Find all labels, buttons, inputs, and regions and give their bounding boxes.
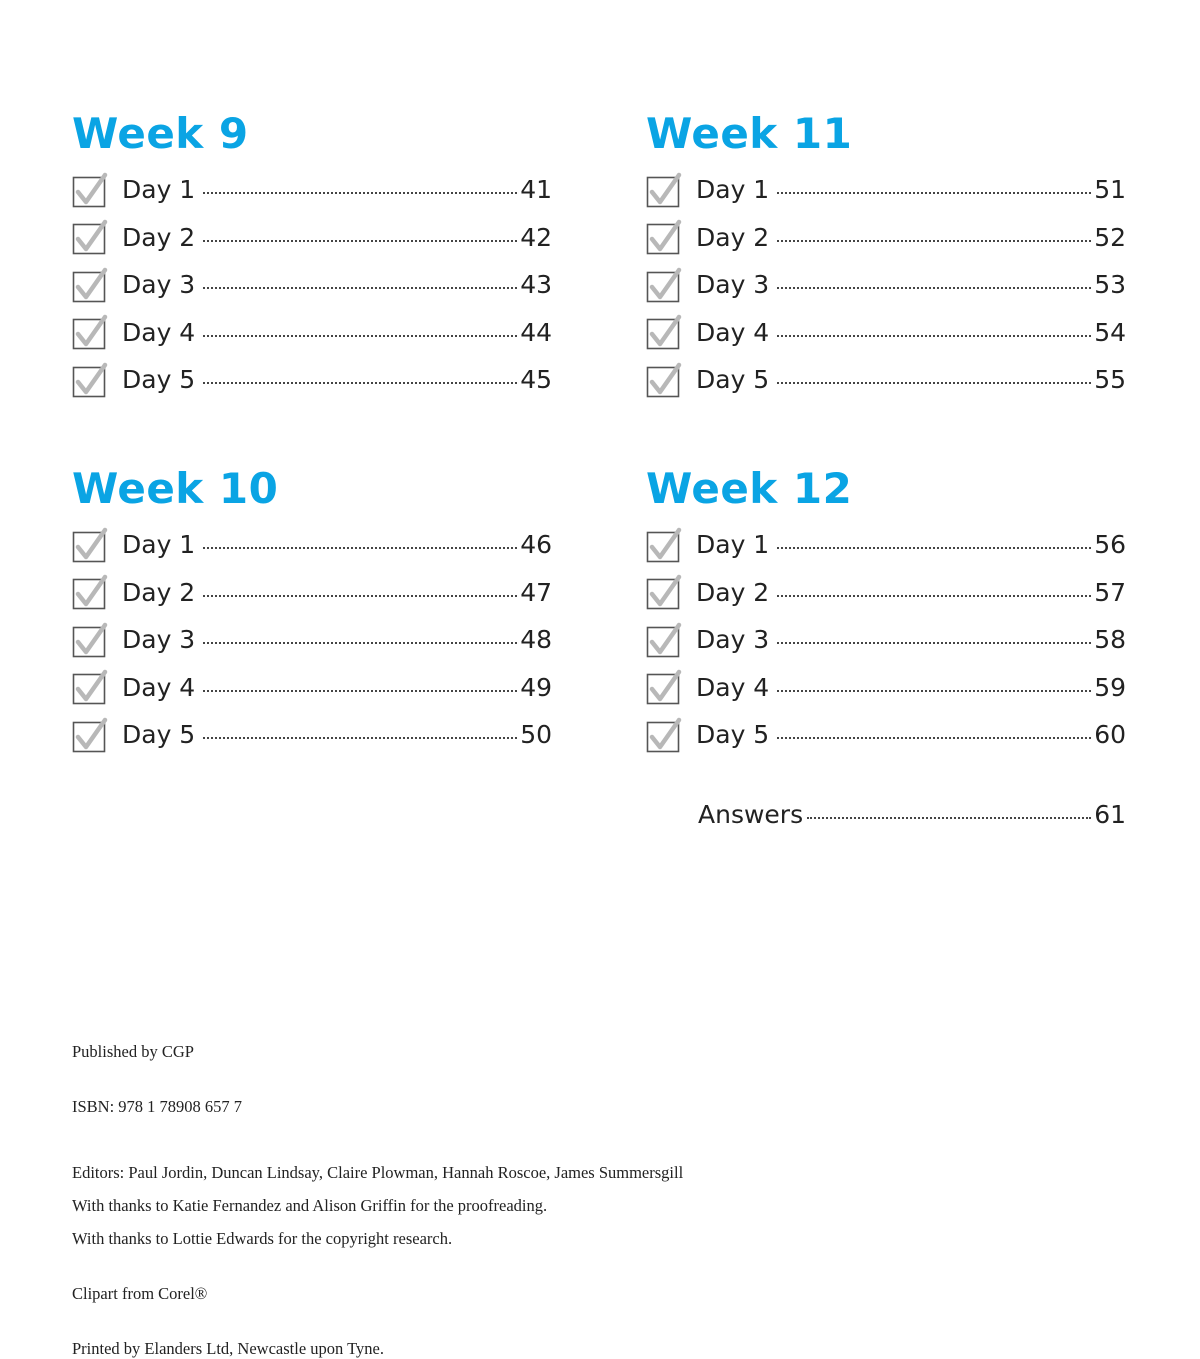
checked-box-icon[interactable] xyxy=(646,362,682,398)
checked-box-icon[interactable] xyxy=(646,622,682,658)
day-label: Day 1 xyxy=(122,175,196,205)
dot-leader xyxy=(777,547,1091,549)
day-row[interactable] xyxy=(72,616,552,664)
day-row[interactable] xyxy=(646,356,1126,404)
week-title: Week 9 xyxy=(72,109,249,158)
checked-box-icon[interactable] xyxy=(646,219,682,255)
day-row[interactable] xyxy=(72,664,552,712)
checked-box-icon[interactable] xyxy=(72,574,108,610)
day-row[interactable] xyxy=(646,616,1126,664)
dot-leader xyxy=(203,595,517,597)
dot-leader xyxy=(777,335,1091,337)
week-10-section xyxy=(72,463,552,759)
day-label: Day 5 xyxy=(122,720,196,750)
page-number: 60 xyxy=(1094,720,1126,750)
day-row[interactable] xyxy=(72,261,552,309)
day-row[interactable] xyxy=(646,664,1126,712)
day-label: Day 4 xyxy=(696,317,770,347)
page-number: 53 xyxy=(1094,270,1126,300)
page-number: 51 xyxy=(1094,175,1126,205)
day-label: Day 3 xyxy=(696,270,770,300)
page-number: 52 xyxy=(1094,222,1126,252)
page-number: 48 xyxy=(520,625,552,655)
day-label: Day 2 xyxy=(696,222,770,252)
dot-leader xyxy=(203,240,517,242)
answers-entry[interactable] xyxy=(698,800,1126,844)
day-label: Day 1 xyxy=(696,530,770,560)
dot-leader xyxy=(777,287,1091,289)
day-row[interactable] xyxy=(72,521,552,569)
page-number: 55 xyxy=(1094,365,1126,395)
day-row[interactable] xyxy=(646,261,1126,309)
proofreading-credit: With thanks to Katie Fernandez and Alison Griffin for the proofreading. xyxy=(72,1196,548,1215)
week-11-section xyxy=(646,108,1126,404)
day-label: Day 1 xyxy=(696,175,770,205)
week-title: Week 10 xyxy=(72,464,279,513)
page-number: 54 xyxy=(1094,317,1126,347)
page-number: 56 xyxy=(1094,530,1126,560)
day-label: Day 5 xyxy=(696,365,770,395)
day-row[interactable] xyxy=(646,711,1126,759)
page-number: 49 xyxy=(520,672,552,702)
clipart-credit: Clipart from Corel® xyxy=(72,1284,208,1303)
dot-leader xyxy=(203,382,517,384)
day-label: Day 4 xyxy=(696,672,770,702)
dot-leader xyxy=(203,335,517,337)
copyright-credit: With thanks to Lottie Edwards for the copyright research. xyxy=(72,1229,453,1248)
page-number: 59 xyxy=(1094,672,1126,702)
dot-leader xyxy=(203,192,517,194)
checked-box-icon[interactable] xyxy=(72,622,108,658)
dot-leader xyxy=(777,642,1091,644)
day-row[interactable] xyxy=(72,214,552,262)
day-row[interactable] xyxy=(646,166,1126,214)
checked-box-icon[interactable] xyxy=(646,172,682,208)
dot-leader xyxy=(203,642,517,644)
page-number: 58 xyxy=(1094,625,1126,655)
isbn-line: ISBN: 978 1 78908 657 7 xyxy=(72,1097,243,1116)
day-label: Day 1 xyxy=(122,530,196,560)
checked-box-icon[interactable] xyxy=(646,314,682,350)
checked-box-icon[interactable] xyxy=(72,267,108,303)
day-row[interactable] xyxy=(646,214,1126,262)
day-row[interactable] xyxy=(646,569,1126,617)
day-label: Day 5 xyxy=(122,365,196,395)
day-label: Day 3 xyxy=(122,270,196,300)
day-label: Day 2 xyxy=(696,577,770,607)
day-row[interactable] xyxy=(646,521,1126,569)
day-label: Day 3 xyxy=(122,625,196,655)
checked-box-icon[interactable] xyxy=(72,717,108,753)
page-number: 41 xyxy=(520,175,552,205)
dot-leader xyxy=(777,737,1091,739)
dot-leader xyxy=(777,690,1091,692)
day-row[interactable] xyxy=(72,569,552,617)
day-row[interactable] xyxy=(72,356,552,404)
page-number: 43 xyxy=(520,270,552,300)
checked-box-icon[interactable] xyxy=(72,362,108,398)
day-label: Day 3 xyxy=(696,625,770,655)
checked-box-icon[interactable] xyxy=(72,219,108,255)
checked-box-icon[interactable] xyxy=(72,527,108,563)
checked-box-icon[interactable] xyxy=(646,527,682,563)
day-label: Day 2 xyxy=(122,577,196,607)
page-number: 44 xyxy=(520,317,552,347)
dot-leader xyxy=(203,287,517,289)
dot-leader xyxy=(777,382,1091,384)
checked-box-icon[interactable] xyxy=(72,314,108,350)
page-number: 47 xyxy=(520,577,552,607)
page-number: 46 xyxy=(520,530,552,560)
day-label: Day 4 xyxy=(122,672,196,702)
dot-leader xyxy=(203,690,517,692)
day-label: Day 2 xyxy=(122,222,196,252)
week-9-section xyxy=(72,108,552,404)
answers-label: Answers xyxy=(698,800,804,829)
answers-page-number: 61 xyxy=(1094,800,1126,829)
week-title: Week 12 xyxy=(646,464,853,513)
day-row[interactable] xyxy=(646,309,1126,357)
dot-leader xyxy=(777,240,1091,242)
checked-box-icon[interactable] xyxy=(646,267,682,303)
page-number: 42 xyxy=(520,222,552,252)
checked-box-icon[interactable] xyxy=(646,574,682,610)
day-label: Day 4 xyxy=(122,317,196,347)
day-row[interactable] xyxy=(72,166,552,214)
page-number: 50 xyxy=(520,720,552,750)
day-label: Day 5 xyxy=(696,720,770,750)
checked-box-icon[interactable] xyxy=(646,669,682,705)
editors-line: Editors: Paul Jordin, Duncan Lindsay, Claire Plowman, Hannah Roscoe, James Summersgill xyxy=(72,1163,684,1182)
checked-box-icon[interactable] xyxy=(72,669,108,705)
checked-box-icon[interactable] xyxy=(646,717,682,753)
dot-leader xyxy=(777,192,1091,194)
dot-leader xyxy=(203,547,517,549)
dot-leader xyxy=(777,595,1091,597)
day-row[interactable] xyxy=(72,309,552,357)
week-title: Week 11 xyxy=(646,109,853,158)
dot-leader xyxy=(807,817,1091,819)
page-number: 45 xyxy=(520,365,552,395)
printer-line: Printed by Elanders Ltd, Newcastle upon Tyne. xyxy=(72,1339,384,1358)
page-number: 57 xyxy=(1094,577,1126,607)
publisher-line: Published by CGP xyxy=(72,1042,194,1061)
dot-leader xyxy=(203,737,517,739)
week-12-section xyxy=(646,463,1126,759)
checked-box-icon[interactable] xyxy=(72,172,108,208)
day-row[interactable] xyxy=(72,711,552,759)
